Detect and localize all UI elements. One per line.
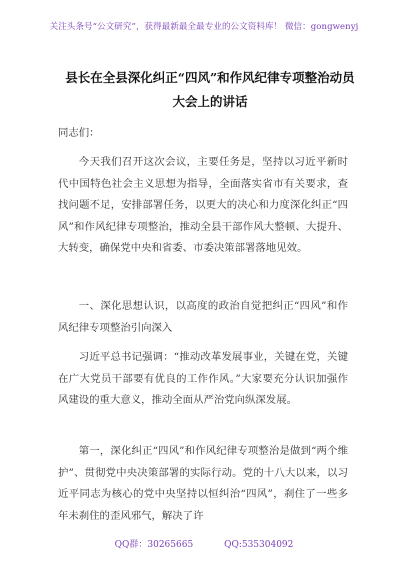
paragraph-1: 今天我们召开这次会议，主要任务是，坚持以习近平新时代中国特色社会主义思想为指导，全面落实省市有关要求，查找问题不足，安排部署任务，以更大的决心和力度深化纠正“四风”和作风纪律专项整治，推动全县干部作风大整顿、大提升、大转变，确保党中央和省委、市委决策部署落地见效。 [58, 156, 348, 255]
header-banner: 关注头条号“公文研究”，获得最新最全最专业的公文资料库！ 微信：gongwenyj [49, 22, 359, 32]
paragraph-2: 习近平总书记强调：“推动改革发展事业，关键在党，关键在广大党员干部要有优良的工作作风。”大家要充分认识加强作风建设的重大意义，推动全面从严治党向纵深发展。 [58, 351, 348, 407]
section-heading-1: 一、深化思想认识，以高度的政治自觉把纠正“四风”和作风纪律专项整治引向深入 [58, 300, 348, 334]
footer-qq-group: QQ群：30265665 [114, 540, 194, 550]
document-title: 县长在全县深化纠正“四风”和作风纪律专项整治动员大会上的讲话 [65, 70, 355, 109]
greeting: 同志们： [58, 127, 100, 139]
footer-qq-number: QQ:535304092 [224, 540, 294, 550]
footer-contacts [0, 537, 408, 550]
paragraph-3: 第一，深化纠正“四风”和作风纪律专项整治是做到“两个维护”、贯彻党中央决策部署的实际行动。党的十八大以来，以习近平同志为核心的党中央坚持以恒纠治“四风”，刹住了一些多年未刹住的歪风邪气，解决了许 [58, 445, 348, 522]
